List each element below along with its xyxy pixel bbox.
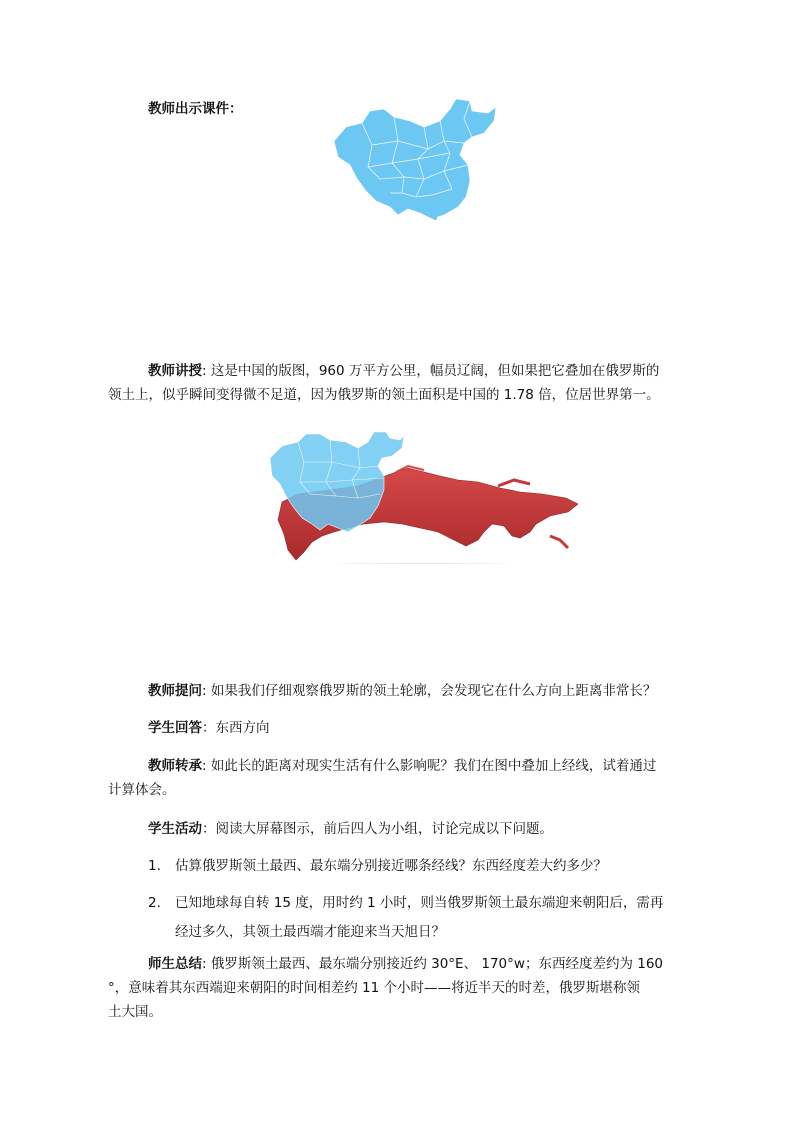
student-answer [148,714,678,743]
summary-text-line2: °，意味着其东西端迎来朝阳的时间相差约 11 个小时——将近半天的时差，俄罗斯堪称领 [108,980,641,996]
china-map-image [332,97,498,222]
hainan-island [433,216,437,220]
activity-text: ：阅读大屏幕图示，前后四人为小组，讨论完成以下问题。 [202,821,553,837]
summary-text: : 俄罗斯领土最西、最东端分别接近约 30°E、 170°w；东西经度差约为 160 [202,956,663,972]
label-teacher-transition: 教师转承 [148,758,202,774]
label-summary: 师生总结 [148,956,202,972]
lecture-text-line2: 领土上，似乎瞬间变得微不足道，因为俄罗斯的领土面积是中国的 1.78 倍，位居世界第一。 [108,387,660,403]
question-number-2: 2. [148,895,161,911]
teacher-transition-line2 [108,776,688,805]
label-student-activity: 学生活动 [148,821,202,837]
teacher-lecture-line2 [108,381,688,410]
label-courseware: 教师出示课件： [148,101,243,117]
question-text-2: 已知地球每自转 15 度，用时约 1 小时，则当俄罗斯领土最东端迎来朝阳后，需再 [175,895,664,911]
teacher-question [148,677,678,706]
label-student-answer: 学生回答 [148,720,202,736]
summary-text-line3: 土大国。 [108,1004,162,1020]
question-item-1 [148,852,678,881]
summary-line3 [108,998,688,1027]
transition-text-line2: 计算体会。 [108,782,176,798]
question-item-2 [148,889,688,947]
china-russia-overlay-image [268,428,580,564]
label-teacher-question: 教师提问 [148,683,202,699]
label-teacher-lecture: 教师讲授 [148,363,202,379]
student-activity [148,815,678,844]
question-text: : 如果我们仔细观察俄罗斯的领土轮廓，会发现它在什么方向上距离非常长？ [202,683,657,699]
russia-islands [550,536,568,548]
china-outline [334,99,496,219]
question-text-1: 估算俄罗斯领土最西、最东端分别接近哪条经线？东西经度差大约多少？ [175,858,607,874]
lecture-text: : 这是中国的版图，960 万平方公里，幅员辽阔，但如果把它叠加在俄罗斯的 [202,363,660,379]
question-number-1: 1. [148,858,161,874]
question-text-2-line2: 经过多久，其领土最西端才能迎来当天旭日？ [175,924,445,940]
transition-text: : 如此长的距离对现实生活有什么影响呢？我们在图中叠加上经线，试着通过 [202,758,657,774]
answer-text: ：东西方向 [202,720,270,736]
